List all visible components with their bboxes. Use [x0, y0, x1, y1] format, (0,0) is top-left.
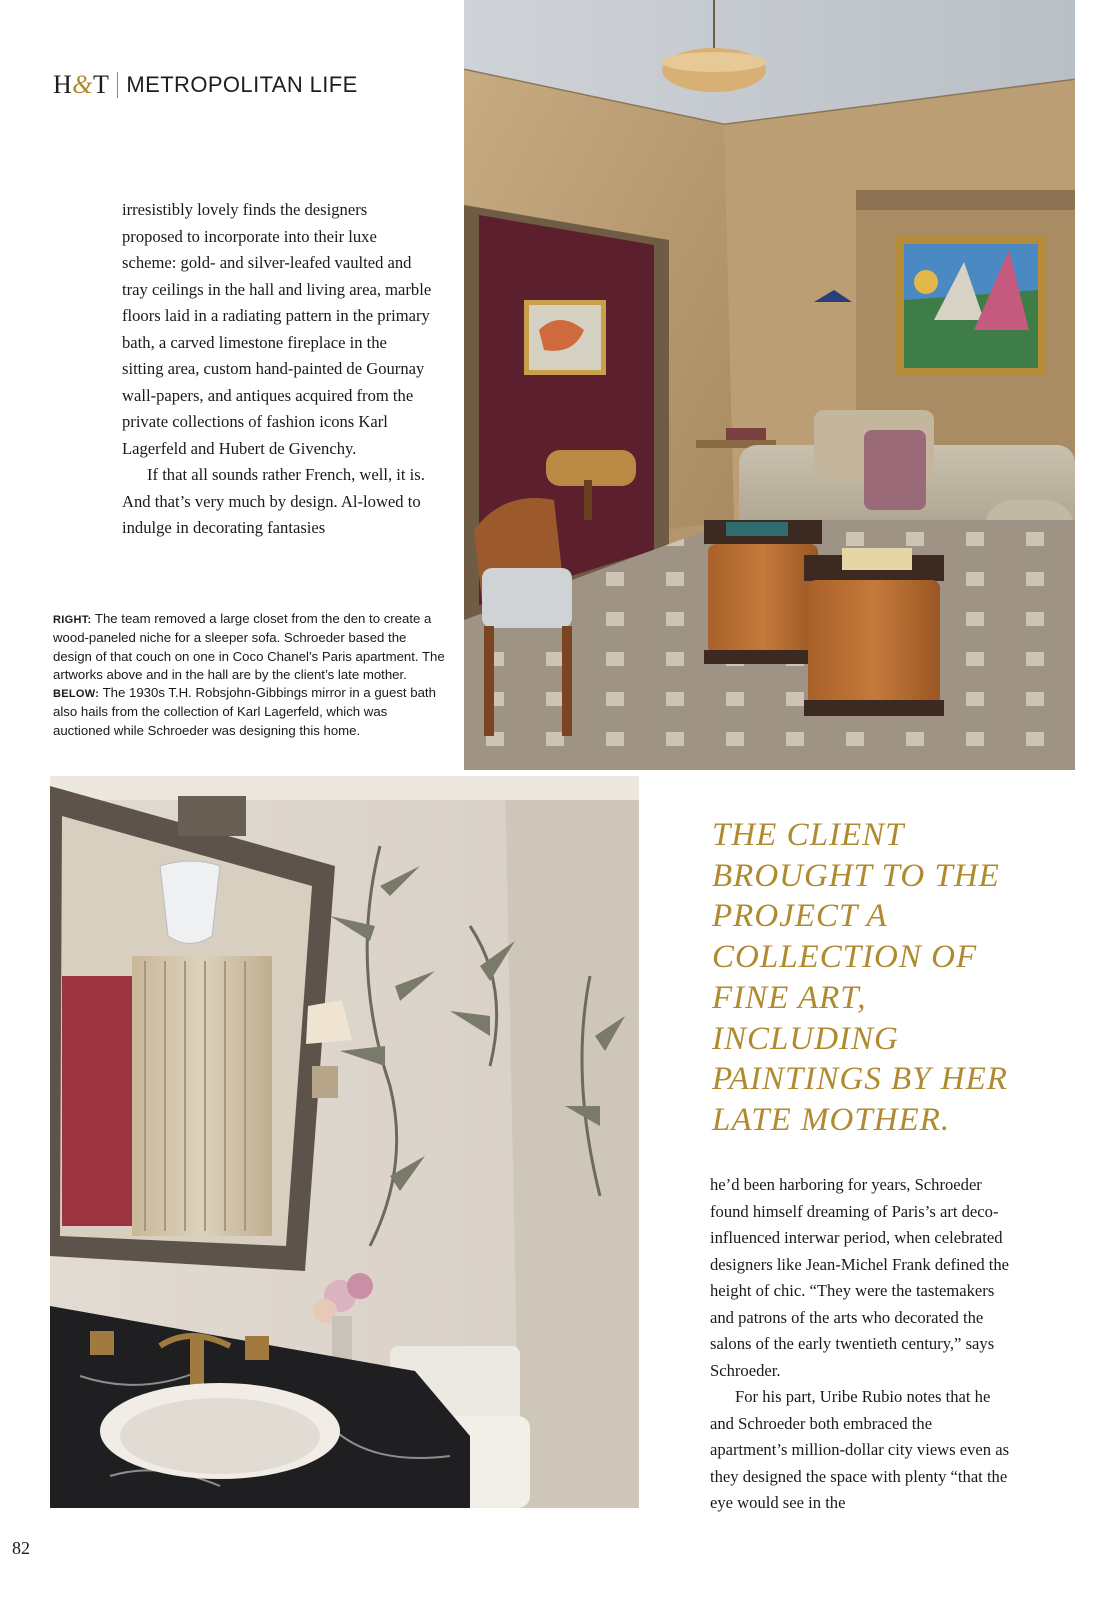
body-paragraph: If that all sounds rather French, well, it is. And that’s very much by design. Al-lowed to indulge in decorating fantasies — [122, 465, 425, 537]
caption-text-right: The team removed a large closet from the den to create a wood-paneled niche for a sleeper sofa. Schroeder based the design of that couch on one in Coco Chanel’s Paris apartment. The artworks above and in the hall are by the client’s late mother. — [53, 611, 445, 682]
page-header — [53, 68, 358, 102]
body-paragraph: he’d been harboring for years, Schroeder found himself dreaming of Paris’s art deco-influenced interwar period, when celebrated designers like Jean-Michel Frank defined the height of chic. “They were the tastemakers and patrons of the arts who decorated the salons of the early twentieth century,” says Schroeder. — [710, 1175, 1010, 1380]
photo-den-niche — [464, 0, 1075, 770]
body-column-1 — [122, 197, 432, 542]
photo-caption — [53, 610, 448, 740]
body-paragraph: For his part, Uribe Rubio notes that he and Schroeder both embraced the apartment’s million-dollar city views even as they designed the space with plenty “that the eye would see in the — [710, 1387, 1010, 1512]
caption-label-below: BELOW: — [53, 688, 100, 701]
section-title: METROPOLITAN LIFE — [126, 72, 358, 97]
body-column-2 — [710, 1172, 1010, 1517]
publication-logo: H&T — [53, 70, 110, 99]
caption-text-below: The 1930s T.H. Robsjohn-Gibbings mirror in a guest bath also hails from the collection of Karl Lagerfeld, which was auctioned while Schroeder was designing this home. — [53, 685, 436, 738]
caption-label-right: RIGHT: — [53, 614, 92, 626]
pull-quote: THE CLIENT BROUGHT TO THE PROJECT A COLLECTION OF FINE ART, INCLUDING PAINTINGS BY HER LATE MOTHER. — [712, 817, 1008, 1138]
body-paragraph: irresistibly lovely finds the designers proposed to incorporate into their luxe scheme: gold- and silver-leafed vaulted and tray ceilings in the hall and living area, marble floors laid in a radiating pattern in the primary bath, a carved limestone fireplace in the sitting area, custom hand-painted de Gournay wall-papers, and antiques acquired from the private collections of fashion icons Karl Lagerfeld and Hubert de Givenchy. — [122, 200, 432, 458]
photo-guest-bath — [50, 776, 639, 1508]
page-number: 82 — [12, 1538, 30, 1558]
header-divider — [117, 72, 118, 98]
